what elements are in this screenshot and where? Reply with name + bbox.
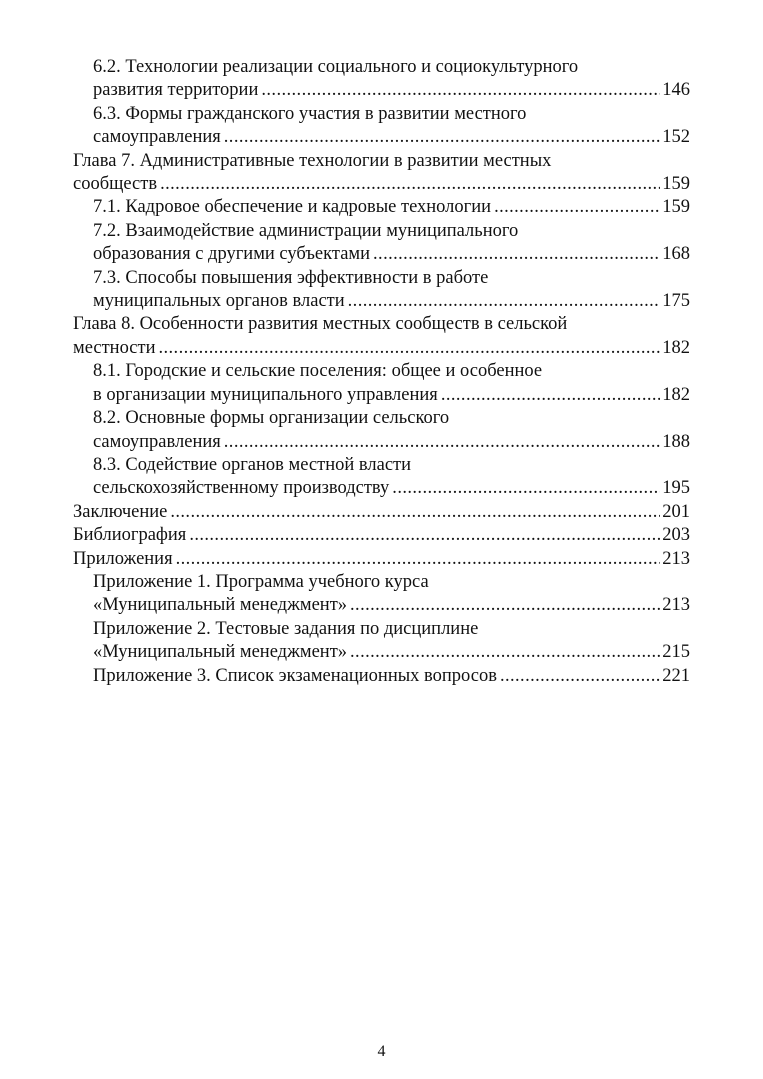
toc-subsection-entry — [73, 360, 690, 407]
toc-page-number: 152 — [662, 127, 690, 148]
toc-entry-title-line: Приложение 2. Тестовые задания по дисциплине — [93, 618, 479, 639]
dot-leader — [348, 290, 661, 313]
toc-subsection-entry — [73, 196, 690, 219]
toc-subsection-entry — [73, 267, 690, 314]
toc-page-number: 182 — [662, 384, 690, 405]
toc-page-number: 221 — [662, 665, 690, 686]
toc-entry-leader-line — [73, 548, 690, 571]
toc-chapter-entry — [73, 548, 690, 571]
dot-leader — [224, 126, 660, 149]
toc-entry-title-line: 8.3. Содействие органов местной власти — [93, 454, 412, 475]
dot-leader — [189, 524, 660, 547]
toc-page-number: 146 — [662, 80, 690, 101]
toc-entry-title-line: 6.3. Формы гражданского участия в развитии местного — [93, 103, 527, 124]
toc-entry-leader-line — [93, 594, 690, 617]
dot-leader — [392, 477, 660, 500]
toc-entry-title-line: «Муниципальный менеджмент» — [93, 595, 348, 616]
toc-entry-title-line: развития территории — [93, 80, 259, 101]
toc-entry-title-line: Глава 7. Административные технологии в развитии местных — [73, 150, 552, 171]
table-of-contents — [73, 56, 690, 688]
toc-entry-leader-line — [93, 477, 690, 500]
toc-subsection-entry — [73, 665, 690, 688]
toc-page-number: 188 — [662, 431, 690, 452]
toc-entry-title-line: 8.1. Городские и сельские поселения: общее и особенное — [93, 361, 543, 382]
toc-entry-title-line: Приложение 1. Программа учебного курса — [93, 571, 429, 592]
toc-page-number: 203 — [662, 525, 690, 546]
toc-entry-title-line: Приложение 3. Список экзаменационных вопросов — [93, 665, 497, 686]
toc-entry-title-line: Заключение — [73, 501, 168, 522]
dot-leader — [350, 594, 660, 617]
dot-leader — [373, 243, 660, 266]
toc-entry-title-line: 8.2. Основные формы организации сельского — [93, 408, 450, 429]
toc-page-number: 195 — [662, 478, 690, 499]
toc-entry-title-line: местности — [73, 337, 156, 358]
toc-page-number: 182 — [662, 337, 690, 358]
toc-entry-leader-line — [93, 243, 690, 266]
toc-chapter-entry — [73, 501, 690, 524]
toc-page-number: 168 — [662, 244, 690, 265]
toc-entry-title-line: 7.2. Взаимодействие администрации муниципального — [93, 220, 519, 241]
toc-subsection-entry — [73, 103, 690, 150]
toc-entry-title-line: 6.2. Технологии реализации социального и социокультурного — [93, 57, 579, 77]
toc-entry-title-line: муниципальных органов власти — [93, 291, 345, 312]
toc-page-number: 159 — [662, 174, 690, 195]
toc-page-number: 159 — [662, 197, 690, 218]
toc-entry-title-line: «Муниципальный менеджмент» — [93, 642, 348, 663]
dot-leader — [160, 173, 660, 196]
toc-page-number: 213 — [662, 595, 690, 616]
toc-entry-leader-line — [73, 524, 690, 547]
dot-leader — [494, 196, 660, 219]
toc-entry-leader-line — [73, 501, 690, 524]
toc-entry-title-line: сельскохозяйственному производству — [93, 478, 390, 499]
dot-leader — [176, 548, 661, 571]
dot-leader — [441, 384, 660, 407]
toc-entry-title-line: 7.3. Способы повышения эффективности в работе — [93, 267, 489, 288]
page-number: 4 — [377, 1043, 386, 1060]
dot-leader — [158, 337, 660, 360]
toc-entry-title-line: 7.1. Кадровое обеспечение и кадровые технологии — [93, 197, 492, 218]
toc-chapter-entry — [73, 524, 690, 547]
toc-entry-leader-line — [93, 79, 690, 102]
toc-subsection-entry — [73, 571, 690, 618]
toc-page-number: 215 — [662, 642, 690, 663]
dot-leader — [170, 501, 660, 524]
toc-entry-title-line: самоуправления — [93, 127, 221, 148]
toc-entry-leader-line — [93, 384, 690, 407]
toc-chapter-entry — [73, 313, 690, 360]
toc-entry-leader-line — [93, 196, 690, 219]
dot-leader — [261, 79, 660, 102]
toc-subsection-entry — [73, 454, 690, 501]
toc-subsection-entry — [73, 618, 690, 665]
toc-entry-title-line: сообществ — [73, 174, 158, 195]
toc-entry-title-line: в организации муниципального управления — [93, 384, 438, 405]
toc-entry-title-line: Приложения — [73, 548, 173, 569]
toc-entry-leader-line — [93, 126, 690, 149]
toc-page-number: 175 — [662, 291, 690, 312]
toc-entry-leader-line — [93, 665, 690, 688]
dot-leader — [224, 431, 660, 454]
toc-entry-title-line: Глава 8. Особенности развития местных сообществ в сельской — [73, 314, 568, 335]
toc-entry-leader-line — [93, 290, 690, 313]
dot-leader — [350, 641, 660, 664]
toc-entry-leader-line — [93, 431, 690, 454]
toc-entry-leader-line — [73, 173, 690, 196]
toc-chapter-entry — [73, 150, 690, 197]
toc-page-number: 213 — [662, 548, 690, 569]
toc-entry-leader-line — [73, 337, 690, 360]
toc-page-number: 201 — [662, 501, 690, 522]
dot-leader — [500, 665, 660, 688]
toc-entry-title-line: образования с другими субъектами — [93, 244, 371, 265]
toc-subsection-entry — [73, 220, 690, 267]
toc-entry-title-line: Библиография — [73, 525, 187, 546]
toc-entry-title-line: самоуправления — [93, 431, 221, 452]
toc-entry-leader-line — [93, 641, 690, 664]
toc-subsection-entry — [73, 407, 690, 454]
toc-subsection-entry — [73, 56, 690, 103]
